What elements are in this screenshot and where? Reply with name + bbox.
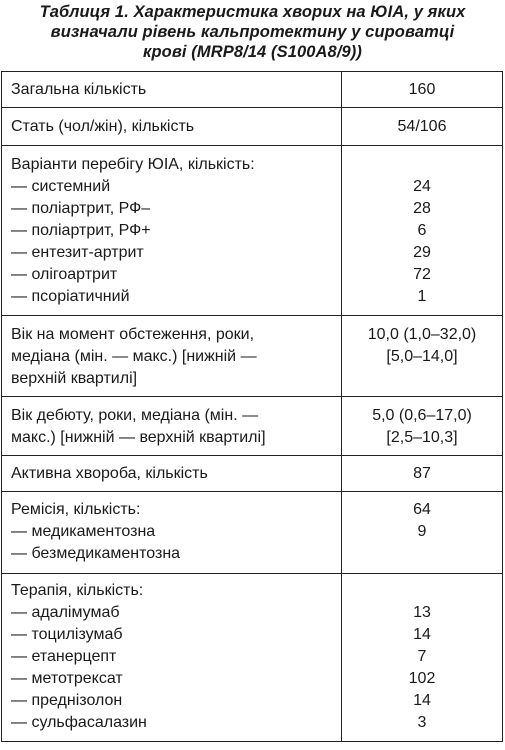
row-label: Вік на момент обстеження, роки, медіана (мін. — макс.) [нижній — верхній квартилі] xyxy=(2,316,342,397)
row-label: Стать (чол/жін), кількість xyxy=(2,108,342,146)
table-row-total xyxy=(2,72,503,108)
list-value: 3 xyxy=(417,714,427,731)
row-label: Терапія, кількість: — адалімумаб — тоцилізумаб — етанерцепт — метотрексат — преднізолон — сульфасалазин xyxy=(2,574,342,742)
table-row-sex xyxy=(2,108,503,146)
row-label: Варіанти перебігу ЮІА, кількість: — системний — поліартрит, РФ– — поліартрит, РФ+ — ентезит-артрит — олігоартрит — псоріатичний xyxy=(2,146,342,316)
list-value: 14 xyxy=(413,626,431,643)
list-value: 6 xyxy=(417,222,427,239)
list-item: — метотрексат xyxy=(11,670,123,687)
list-item: — преднізолон xyxy=(11,692,123,709)
list-value: 28 xyxy=(413,200,431,217)
row-value: 160 xyxy=(342,72,503,108)
list-item: — медикаментозна xyxy=(11,523,156,540)
list-item: — сульфасалазин xyxy=(11,714,147,731)
table-row-active-disease xyxy=(2,456,503,492)
patient-characteristics-table xyxy=(1,71,503,742)
table-caption xyxy=(0,2,505,62)
list-value: 24 xyxy=(413,178,431,195)
caption-line-3: крові (MRP8/14 (S100A8/9)) xyxy=(143,43,362,61)
list-item: — адалімумаб xyxy=(11,604,120,621)
row-label: Загальна кількість xyxy=(2,72,342,108)
list-item: — ентезит-артрит xyxy=(11,244,144,261)
table-row-therapy xyxy=(2,574,503,742)
list-value: 102 xyxy=(408,670,436,687)
list-value: 7 xyxy=(417,648,427,665)
list-item: — тоцилізумаб xyxy=(11,626,123,643)
caption-line-2: визначали рівень кальпротектину у сироватці xyxy=(50,23,455,41)
row-label: Активна хвороба, кількість xyxy=(2,456,342,492)
list-value: 29 xyxy=(413,244,431,261)
list-item: — етанерцепт xyxy=(11,648,117,665)
row-value: 5,0 (0,6–17,0) [2,5–10,3] xyxy=(342,397,503,456)
list-value xyxy=(342,543,502,565)
row-value: 54/106 xyxy=(342,108,503,146)
row-value: 10,0 (1,0–32,0) [5,0–14,0] xyxy=(342,316,503,397)
list-item: — поліартрит, РФ– xyxy=(11,200,151,217)
list-value: 1 xyxy=(417,288,427,305)
row-label: Вік дебюту, роки, медіана (мін. — макс.) [нижній — верхній квартилі] xyxy=(2,397,342,456)
list-value: 72 xyxy=(413,266,431,283)
caption-line-1: Таблиця 1. Характеристика хворих на ЮІА, у яких xyxy=(39,3,466,21)
list-value: 9 xyxy=(417,523,427,540)
row-value: 87 xyxy=(342,456,503,492)
row-value: 64 9 xyxy=(342,492,503,574)
table-row-course-variants xyxy=(2,146,503,316)
table-row-remission xyxy=(2,492,503,574)
list-value: 13 xyxy=(413,604,431,621)
list-value: 14 xyxy=(413,692,431,709)
list-item: — псоріатичний xyxy=(11,288,130,305)
table-row-age-at-exam xyxy=(2,316,503,397)
row-label: Ремісія, кількість: — медикаментозна — безмедикаментозна xyxy=(2,492,342,574)
row-value xyxy=(342,146,503,316)
list-item: — системний xyxy=(11,178,111,195)
row-value xyxy=(342,574,503,742)
list-item: — поліартрит, РФ+ xyxy=(11,222,151,239)
table-row-age-at-onset xyxy=(2,397,503,456)
list-item: — олігоартрит xyxy=(11,266,118,283)
list-item: — безмедикаментозна xyxy=(11,545,181,562)
